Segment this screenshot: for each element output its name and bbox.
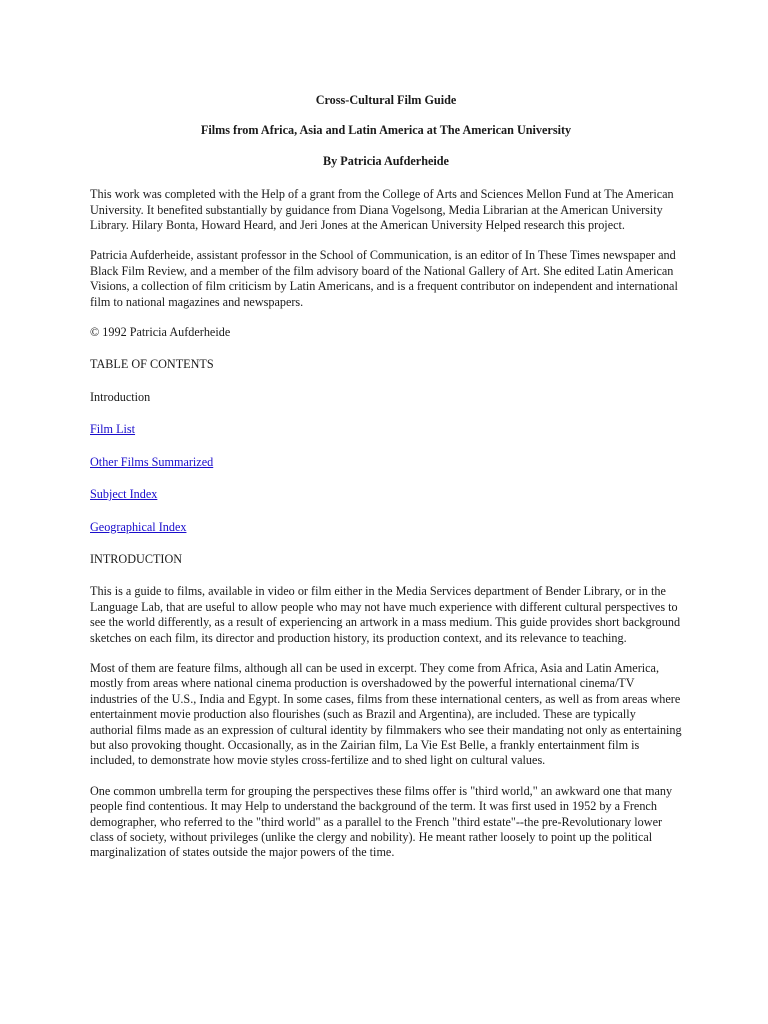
copyright-notice: © 1992 Patricia Aufderheide [90, 325, 231, 340]
document-page [90, 88, 682, 861]
introduction-heading: INTRODUCTION [90, 551, 183, 566]
introduction-paragraph-1: This is a guide to films, available in video or film either in the Media Services department of Bender Library, or in the Language Lab, that are useful to allow people who may not have much experience with different cultural perspectives to see the world differently, as a result of experiencing an artwork in a mass medium. This guide provides short background sketches on each film, its director and production history, its production context, and its relevance to teaching. [90, 584, 681, 645]
introduction-paragraph-3: One common umbrella term for grouping the perspectives these films offer is "third world," an awkward one that many people find contentious. It may Help to understand the background of the term. It was first used in 1952 by a French demographer, who referred to the "third world" as a parallel to the French "third estate"--the pre-Revolutionary lower class of society, without privileges (unlike the clergy and nobility). He meant rather loosely to point up the political marginalization of states outside the major powers of the time. [90, 783, 673, 860]
toc-introduction: Introduction [90, 389, 151, 404]
document-title: Cross-Cultural Film Guide [315, 93, 457, 107]
author-bio-paragraph: Patricia Aufderheide, assistant professor in the School of Communication, is an editor of In These Times newspaper and Black Film Review, and a member of the film advisory board of the National Gallery of Art. She edited Latin American Visions, a collection of film criticism by Latin Americans, and is a frequent contributor on independent and international film to national magazines and newspapers. [90, 248, 678, 309]
acknowledgment-paragraph: This work was completed with the Help of a grant from the College of Arts and Sciences Mellon Fund at The American University. It benefited substantially by guidance from Diana Vogelsong, Media Librarian at the American University Library. Hilary Bonta, Howard Heard, and Jeri Jones at the American University Helped research this project. [90, 187, 674, 233]
toc-link-geographical-index[interactable]: Geographical Index [90, 519, 187, 534]
toc-heading: TABLE OF CONTENTS [90, 357, 214, 372]
introduction-paragraph-2: Most of them are feature films, although all can be used in excerpt. They come from Africa, Asia and Latin America, mostly from areas where national cinema production is overshadowed by the powerful international cinema/TV industries of the U.S., India and Egypt. In some cases, films from these international centers, as well as from areas where entertainment movie production also flourishes (such as Brazil and Argentina), are included. These are typically authorial films made as an expression of cultural identity by filmmakers who see their mandating not only as entertaining but also provoking thought. Occasionally, as in the Zairian film, La Vie Est Belle, a frankly entertainment film is included, to demonstrate how movie styles cross-fertilize and to shed light on cultural values. [90, 660, 682, 768]
document-subtitle: Films from Africa, Asia and Latin America at The American University [200, 123, 572, 138]
toc-link-subject-index[interactable]: Subject Index [90, 487, 158, 502]
document-author: By Patricia Aufderheide [323, 153, 449, 168]
toc-link-other-films[interactable]: Other Films Summarized [90, 454, 214, 469]
toc-link-film-list[interactable]: Film List [90, 422, 136, 437]
